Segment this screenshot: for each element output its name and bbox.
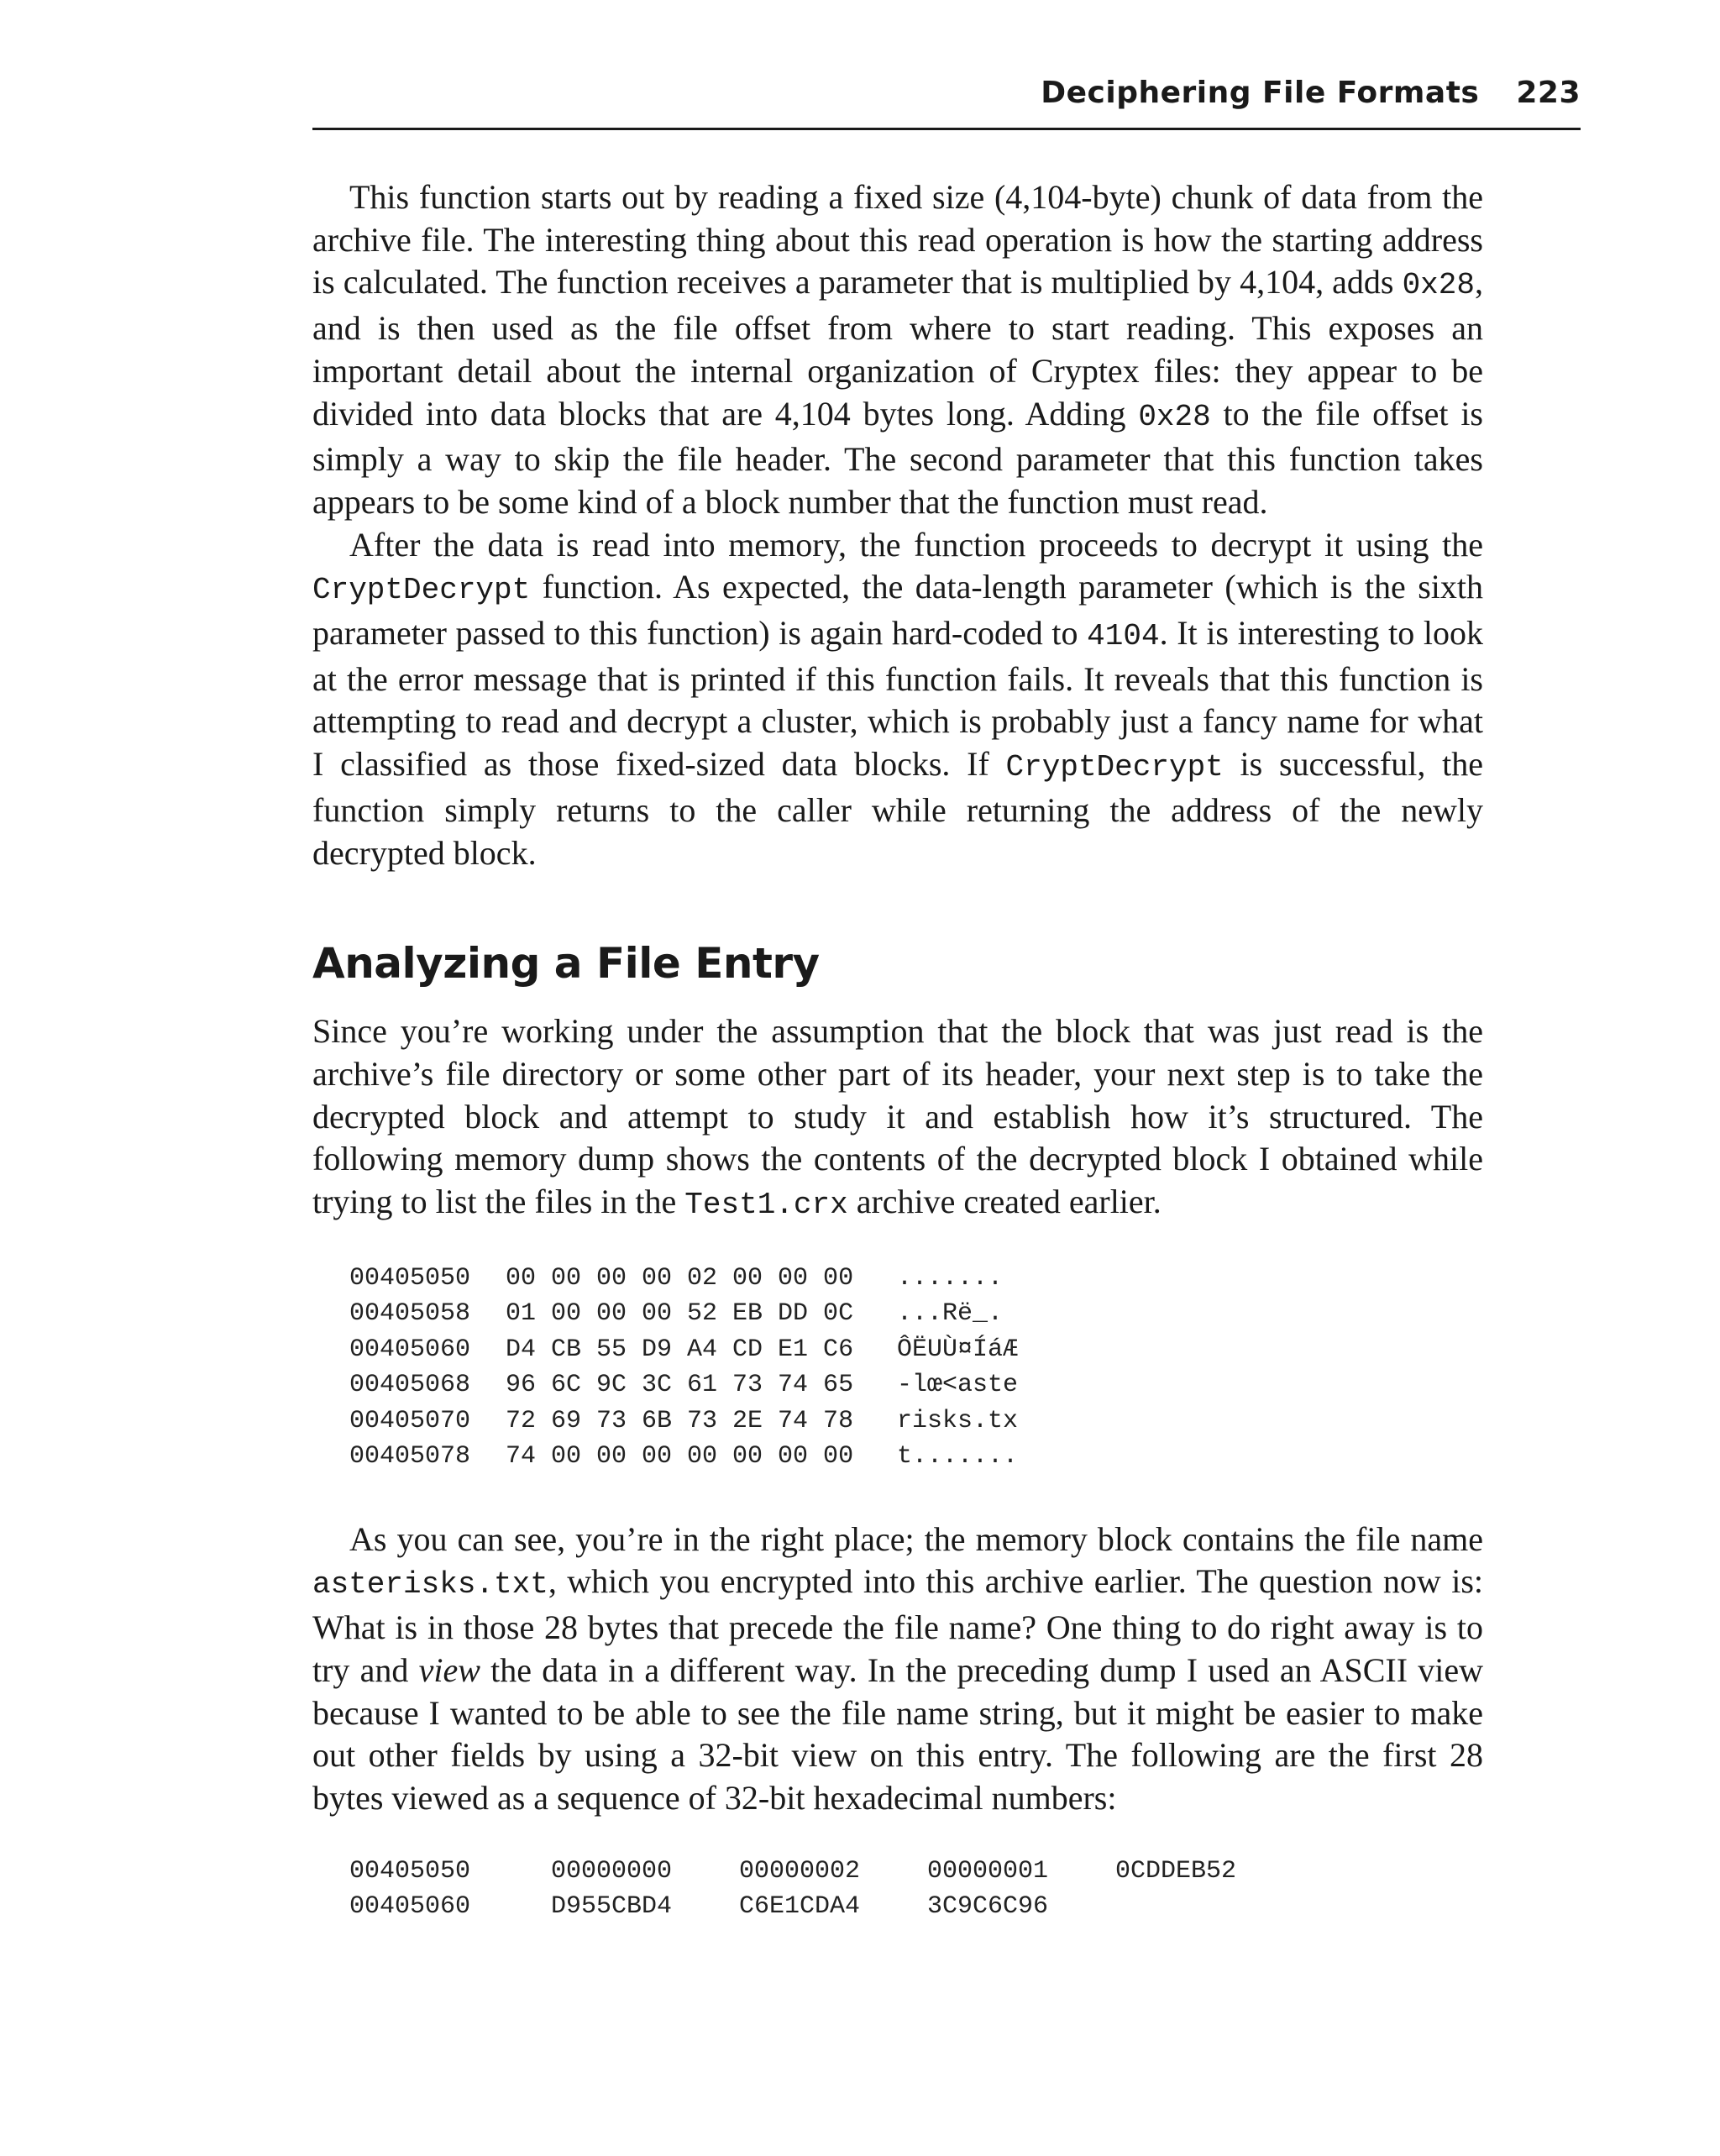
inline-code: 4104 — [1087, 619, 1160, 654]
page-header — [312, 76, 1581, 130]
section-heading: Analyzing a File Entry — [312, 939, 820, 989]
inline-code: Test1.crx — [684, 1188, 848, 1223]
inline-code: 0x28 — [1402, 268, 1475, 303]
inline-code: 0x28 — [1138, 399, 1211, 434]
inline-code: CryptDecrypt — [312, 573, 531, 608]
paragraph-1: This function starts out by reading a fixed size (4,104-byte) chunk of data from the archive file. The interesting thing about this read operation is how the starting address is calculated. The function receives a parameter that is multiplied by 4,104, adds 0x28, and is then used as the file offset from where to start reading. This exposes an important detail about the internal organization of Cryptex files: they appear to be divided into data blocks that are 4,104 bytes long. Adding 0x28 to the file offset is simply a way to skip the file header. The second parameter that this function takes appears to be some kind of a block number that the function must read. — [312, 178, 1483, 521]
dump-row: 00405050 00000000 00000002 00000001 0CDDEB52 — [349, 1856, 1237, 1886]
inline-code: asterisks.txt — [312, 1567, 548, 1603]
paragraph-3: Since you’re working under the assumption that the block that was just read is the archive’s file directory or some other part of its header, your next step is to take the decrypted block and attempt to study it and establish how it’s structured. The following memory dump shows the contents of the decrypted block I obtained while trying to list the files in the Test1.crx archive created earlier. — [312, 1012, 1483, 1223]
dump-row: 00405070 72 69 73 6B 73 2E 74 78 risks.tx — [349, 1406, 1019, 1435]
dump-row: 00405068 96 6C 9C 3C 61 73 74 65 -lœ<aste — [349, 1371, 1019, 1400]
paragraph-2: After the data is read into memory, the function proceeds to decrypt it using the CryptDecrypt function. As expected, the data-length parameter (which is the sixth parameter passed to this function) is again hard-coded to 4104. It is interesting to look at the error message that is printed if this function fails. It reveals that this function is attempting to read and decrypt a cluster, which is probably just a fancy name for what I classified as those fixed-sized data blocks. If CryptDecrypt is successful, the function simply returns to the caller while returning the address of the newly decrypted block. — [312, 525, 1484, 872]
emphasis: view — [418, 1650, 480, 1689]
dump-row: 00405060 D955CBD4 C6E1CDA4 3C9C6C96 — [349, 1892, 1049, 1922]
dword-dump — [349, 1854, 1483, 1925]
dump-row: 00405050 00 00 00 00 02 00 00 00 ....... — [349, 1263, 1004, 1293]
dump-row: 00405060 D4 CB 55 D9 A4 CD E1 C6 ÔËUÙ¤ÍáÆ — [349, 1335, 1019, 1364]
paragraph-4: As you can see, you’re in the right place; the memory block contains the file name asterisks.txt, which you encrypted into this archive earlier. The question now is: What is in those 28 bytes that precede the file name? One thing to do right away is to try and view the data in a different way. In the preceding dump I used an ASCII view because I wanted to be able to see the file name string, but it might be easier to make out other fields by using a 32-bit view on this entry. The following are the first 28 bytes viewed as a sequence of 32-bit hexadecimal numbers: — [312, 1519, 1484, 1817]
hex-dump — [349, 1261, 1483, 1475]
page-number: 223 — [1516, 76, 1581, 110]
dump-row: 00405058 01 00 00 00 52 EB DD 0C ...Rë_. — [349, 1299, 1004, 1329]
page-body — [312, 176, 1483, 1925]
running-title: Deciphering File Formats — [1041, 76, 1480, 110]
inline-code: CryptDecrypt — [1005, 750, 1224, 785]
dump-row: 00405078 74 00 00 00 00 00 00 00 t....... — [349, 1442, 1019, 1471]
